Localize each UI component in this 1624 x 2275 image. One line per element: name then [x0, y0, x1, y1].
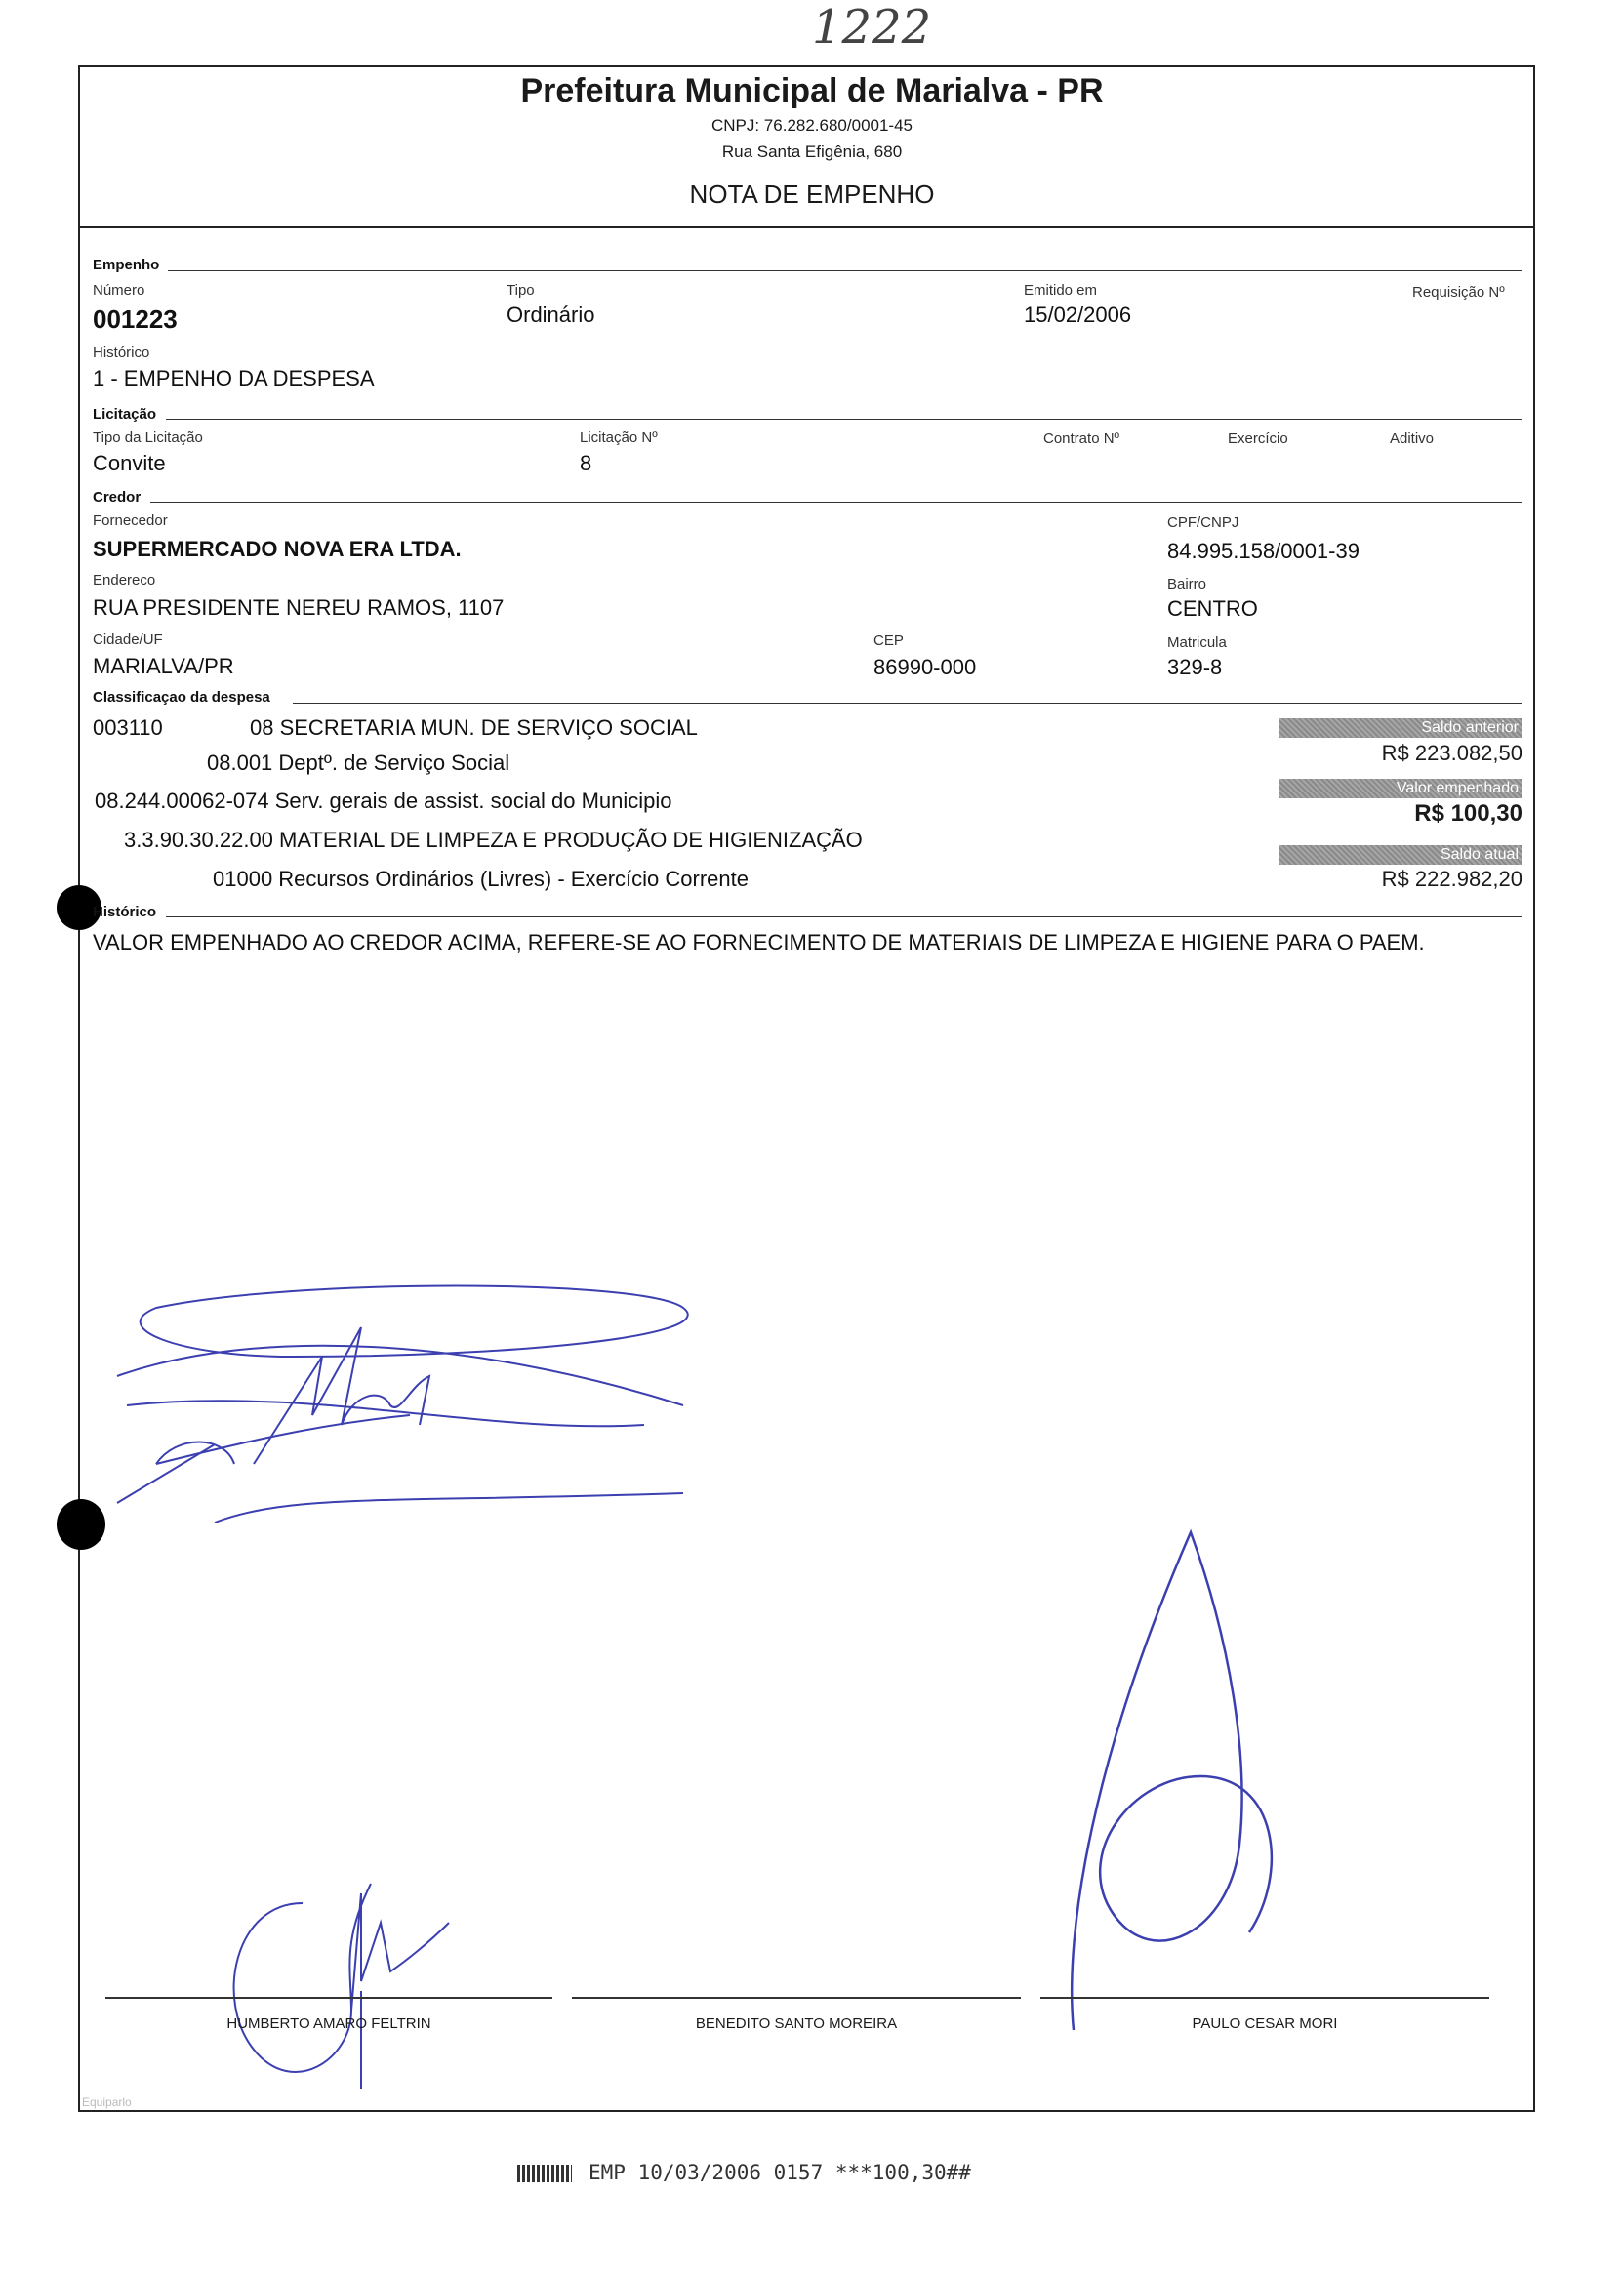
cep-label: CEP [873, 632, 904, 649]
emitido-value: 15/02/2006 [1024, 303, 1132, 327]
signature-name-2: BENEDITO SANTO MOREIRA [695, 2015, 898, 2032]
signature-scribble-right [1054, 1523, 1308, 2050]
classificacao-code: 003110 [93, 715, 163, 740]
signature-scribble-left [98, 1269, 722, 1523]
historico-text: VALOR EMPENHADO AO CREDOR ACIMA, REFERE-SE AO FORNECIMENTO DE MATERIAIS DE LIMPEZA E HIGIENE PARA O PAEM. [93, 930, 1425, 955]
section-credor: Credor [93, 489, 142, 506]
saldo-atual-bar: Saldo atual [1279, 845, 1522, 865]
signature-line-2 [572, 1997, 1021, 1999]
signature-line-3 [1040, 1997, 1489, 1999]
valor-empenhado-bar: Valor empenhado [1279, 779, 1522, 798]
endereco-label: Endereco [93, 572, 156, 589]
section-empenho: Empenho [93, 257, 160, 273]
licitacao-numero-label: Licitação Nº [580, 429, 658, 446]
endereco-value: RUA PRESIDENTE NEREU RAMOS, 1107 [93, 595, 505, 620]
classificacao-line2: 08.001 Deptº. de Serviço Social [207, 751, 510, 775]
fornecedor-label: Fornecedor [93, 512, 168, 529]
cep-value: 86990-000 [873, 655, 977, 679]
bairro-value: CENTRO [1167, 596, 1258, 621]
signature-line-1 [105, 1997, 552, 1999]
tipo-label: Tipo [507, 282, 535, 299]
bairro-label: Bairro [1167, 576, 1207, 592]
handwritten-page-number: 1222 [812, 0, 932, 55]
aditivo-label: Aditivo [1390, 430, 1435, 447]
matricula-value: 329-8 [1167, 655, 1223, 679]
classificacao-line3: 08.244.00062-074 Serv. gerais de assist. social do Municipio [95, 789, 672, 813]
header-divider [78, 226, 1535, 228]
matricula-label: Matricula [1167, 634, 1227, 651]
signature-name-3: PAULO CESAR MORI [1192, 2015, 1338, 2032]
section-licitacao: Licitação [93, 406, 157, 423]
licitacao-rule [166, 419, 1522, 420]
footer-stamp-logo [517, 2165, 572, 2182]
section-historico: Histórico [93, 904, 157, 920]
saldo-anterior-value: R$ 223.082,50 [1381, 741, 1522, 765]
section-classificacao: Classificaçao da despesa [93, 689, 270, 706]
tipo-value: Ordinário [507, 303, 595, 327]
small-mark: Equiparlo [82, 2095, 132, 2109]
classificacao-line1: 08 SECRETARIA MUN. DE SERVIÇO SOCIAL [250, 715, 698, 740]
header-address: Rua Santa Efigênia, 680 [721, 142, 903, 161]
cidade-value: MARIALVA/PR [93, 654, 234, 678]
header-cnpj: CNPJ: 76.282.680/0001-45 [710, 116, 914, 135]
classificacao-rule [293, 703, 1522, 704]
classificacao-line5: 01000 Recursos Ordinários (Livres) - Exercício Corrente [213, 867, 749, 891]
header-title: Prefeitura Municipal de Marialva - PR [520, 72, 1104, 109]
emitido-label: Emitido em [1024, 282, 1098, 299]
cpf-label: CPF/CNPJ [1167, 514, 1239, 531]
numero-label: Número [93, 282, 145, 299]
licitacao-numero-value: 8 [580, 451, 592, 475]
valor-empenhado-value: R$ 100,30 [1414, 800, 1522, 827]
signature-scribble-left-bottom [195, 1864, 468, 2098]
contrato-label: Contrato Nº [1043, 430, 1120, 447]
saldo-atual-value: R$ 222.982,20 [1381, 867, 1522, 891]
document-title: NOTA DE EMPENHO [689, 180, 935, 209]
historico-label-empenho: Histórico [93, 345, 150, 361]
historico-rule [166, 916, 1522, 917]
saldo-anterior-bar: Saldo anterior [1279, 718, 1522, 738]
fornecedor-value: SUPERMERCADO NOVA ERA LTDA. [93, 537, 462, 561]
exercicio-label: Exercício [1228, 430, 1288, 447]
cidade-label: Cidade/UF [93, 631, 163, 648]
tipo-licitacao-value: Convite [93, 451, 166, 475]
historico-value-empenho: 1 - EMPENHO DA DESPESA [93, 366, 375, 390]
footer-stamp: EMP 10/03/2006 0157 ***100,30## [589, 2161, 971, 2184]
tipo-licitacao-label: Tipo da Licitação [93, 429, 203, 446]
numero-value: 001223 [93, 305, 178, 334]
cpf-value: 84.995.158/0001-39 [1167, 539, 1360, 563]
requisicao-label: Requisição Nº [1412, 284, 1505, 301]
credor-rule [150, 502, 1522, 503]
empenho-rule [168, 270, 1522, 271]
classificacao-line4: 3.3.90.30.22.00 MATERIAL DE LIMPEZA E PRODUÇÃO DE HIGIENIZAÇÃO [124, 828, 863, 852]
signature-name-1: HUMBERTO AMARO FELTRIN [226, 2015, 431, 2032]
